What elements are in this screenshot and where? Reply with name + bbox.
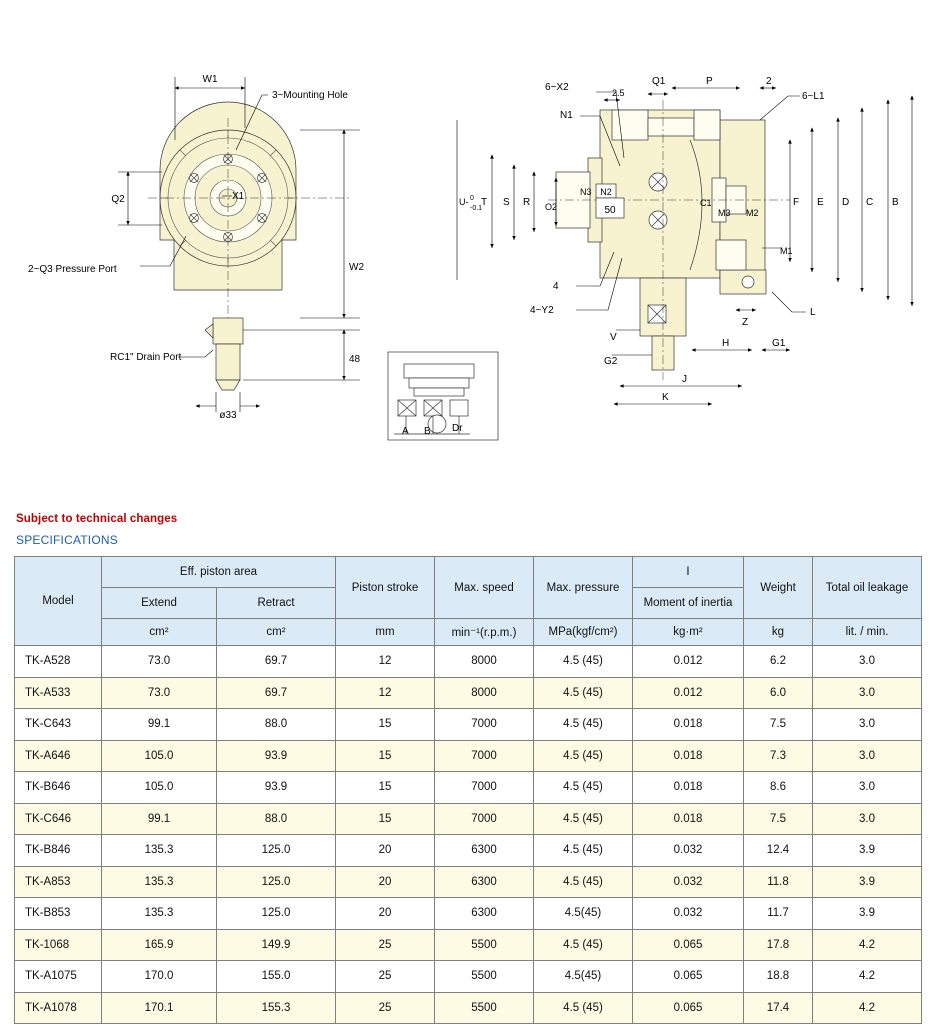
svg-text:W2: W2 [349, 262, 364, 273]
cell-pressure: 4.5(45) [534, 961, 633, 993]
svg-text:S: S [503, 197, 510, 208]
cell-stroke: 15 [336, 803, 435, 835]
cell-extend: 135.3 [102, 898, 217, 930]
cell-retract: 125.0 [217, 898, 336, 930]
cell-speed: 8000 [435, 677, 534, 709]
svg-text:B: B [892, 197, 899, 208]
table-row [15, 929, 922, 961]
table-row [15, 772, 922, 804]
cell-extend: 99.1 [102, 803, 217, 835]
svg-text:2~Q3 Pressure Port: 2~Q3 Pressure Port [28, 264, 117, 275]
cell-speed: 6300 [435, 866, 534, 898]
svg-text:ø33: ø33 [219, 410, 237, 421]
svg-text:Q2: Q2 [111, 194, 125, 205]
cell-extend: 99.1 [102, 709, 217, 741]
table-row [15, 835, 922, 867]
svg-text:6~L1: 6~L1 [802, 91, 825, 102]
svg-text:G1: G1 [772, 338, 786, 349]
header-weight: Weight [744, 557, 813, 619]
unit-moment-of-inertia: kg·m² [633, 619, 744, 646]
header-eff-piston-area: Eff. piston area [102, 557, 336, 588]
svg-text:T: T [481, 197, 488, 208]
cell-speed: 6300 [435, 835, 534, 867]
cell-weight: 8.6 [744, 772, 813, 804]
svg-text:F: F [793, 197, 800, 208]
header-max-pressure: Max. pressure [534, 557, 633, 619]
table-row [15, 677, 922, 709]
table-row [15, 709, 922, 741]
cell-pressure: 4.5 (45) [534, 772, 633, 804]
svg-text:M2: M2 [746, 208, 759, 218]
cell-retract: 125.0 [217, 866, 336, 898]
cell-extend: 170.0 [102, 961, 217, 993]
svg-text:P: P [706, 76, 713, 87]
cell-weight: 6.2 [744, 646, 813, 678]
cell-retract: 93.9 [217, 740, 336, 772]
cell-weight: 17.4 [744, 992, 813, 1024]
svg-text:C: C [866, 197, 874, 208]
specifications-heading: SPECIFICATIONS [16, 533, 118, 547]
cell-model: TK-A1075 [15, 961, 102, 993]
svg-text:U-: U- [459, 197, 469, 207]
table-row [15, 866, 922, 898]
cell-model: TK-C643 [15, 709, 102, 741]
cell-inertia: 0.018 [633, 772, 744, 804]
cell-leakage: 3.0 [813, 646, 922, 678]
table-row [15, 803, 922, 835]
cell-retract: 93.9 [217, 772, 336, 804]
cell-model: TK-A533 [15, 677, 102, 709]
cell-pressure: 4.5 (45) [534, 803, 633, 835]
cell-pressure: 4.5 (45) [534, 835, 633, 867]
svg-text:3~Mounting Hole: 3~Mounting Hole [272, 90, 348, 101]
cell-leakage: 4.2 [813, 929, 922, 961]
svg-text:M1: M1 [780, 246, 793, 256]
unit-max-speed: min⁻¹(r.p.m.) [435, 619, 534, 646]
cell-stroke: 25 [336, 929, 435, 961]
cell-leakage: 3.9 [813, 898, 922, 930]
cell-inertia: 0.032 [633, 835, 744, 867]
cell-pressure: 4.5 (45) [534, 646, 633, 678]
cell-extend: 135.3 [102, 835, 217, 867]
cell-leakage: 3.0 [813, 803, 922, 835]
svg-text:X1: X1 [232, 191, 245, 202]
svg-text:J: J [682, 374, 687, 385]
cell-stroke: 25 [336, 992, 435, 1024]
cell-model: TK-A646 [15, 740, 102, 772]
cell-extend: 105.0 [102, 740, 217, 772]
cell-retract: 155.0 [217, 961, 336, 993]
unit-weight: kg [744, 619, 813, 646]
svg-text:R: R [523, 197, 531, 208]
svg-text:A: A [402, 426, 409, 437]
cell-stroke: 15 [336, 740, 435, 772]
cell-model: TK-A853 [15, 866, 102, 898]
cell-speed: 7000 [435, 772, 534, 804]
svg-text:D: D [842, 197, 850, 208]
svg-text:N1: N1 [560, 110, 573, 121]
svg-text:0: 0 [470, 195, 474, 202]
svg-text:H: H [722, 338, 730, 349]
unit-max-pressure: MPa(kgf/cm²) [534, 619, 633, 646]
header-model: Model [15, 557, 102, 646]
cell-stroke: 20 [336, 835, 435, 867]
cell-weight: 7.5 [744, 709, 813, 741]
svg-text:C1: C1 [700, 198, 712, 208]
cell-stroke: 15 [336, 772, 435, 804]
unit-piston-stroke: mm [336, 619, 435, 646]
cell-retract: 155.3 [217, 992, 336, 1024]
cell-speed: 7000 [435, 709, 534, 741]
cell-weight: 11.8 [744, 866, 813, 898]
cell-model: TK-A1078 [15, 992, 102, 1024]
table-row [15, 646, 922, 678]
svg-text:2: 2 [766, 76, 772, 87]
cell-pressure: 4.5 (45) [534, 866, 633, 898]
technical-drawing [0, 0, 937, 470]
cell-weight: 18.8 [744, 961, 813, 993]
cell-weight: 12.4 [744, 835, 813, 867]
cell-stroke: 12 [336, 646, 435, 678]
cell-model: TK-1068 [15, 929, 102, 961]
header-inertia-symbol: I [633, 557, 744, 588]
cell-inertia: 0.018 [633, 709, 744, 741]
cell-speed: 5500 [435, 929, 534, 961]
cell-retract: 69.7 [217, 646, 336, 678]
specifications-table [14, 556, 922, 1024]
cell-stroke: 15 [336, 709, 435, 741]
cell-pressure: 4.5 (45) [534, 677, 633, 709]
cell-retract: 88.0 [217, 803, 336, 835]
cell-inertia: 0.065 [633, 992, 744, 1024]
svg-text:Q1: Q1 [652, 76, 666, 87]
cell-weight: 7.3 [744, 740, 813, 772]
header-piston-stroke: Piston stroke [336, 557, 435, 619]
cell-leakage: 4.2 [813, 992, 922, 1024]
cell-weight: 7.5 [744, 803, 813, 835]
cell-stroke: 20 [336, 866, 435, 898]
unit-retract: cm² [217, 619, 336, 646]
cell-inertia: 0.012 [633, 646, 744, 678]
cell-inertia: 0.065 [633, 929, 744, 961]
cell-inertia: 0.032 [633, 898, 744, 930]
svg-text:B: B [424, 426, 431, 437]
table-row [15, 740, 922, 772]
cell-speed: 5500 [435, 961, 534, 993]
cell-leakage: 3.9 [813, 866, 922, 898]
svg-text:Z: Z [742, 317, 749, 328]
cell-leakage: 4.2 [813, 961, 922, 993]
cell-speed: 7000 [435, 803, 534, 835]
cell-pressure: 4.5 (45) [534, 929, 633, 961]
cell-stroke: 12 [336, 677, 435, 709]
cell-speed: 6300 [435, 898, 534, 930]
unit-total-oil-leakage: lit. / min. [813, 619, 922, 646]
cell-leakage: 3.0 [813, 709, 922, 741]
cell-weight: 17.8 [744, 929, 813, 961]
cell-extend: 105.0 [102, 772, 217, 804]
svg-text:M3: M3 [718, 208, 731, 218]
cell-leakage: 3.0 [813, 677, 922, 709]
cell-extend: 165.9 [102, 929, 217, 961]
unit-extend: cm² [102, 619, 217, 646]
table-row [15, 961, 922, 993]
cell-extend: 135.3 [102, 866, 217, 898]
cell-model: TK-B646 [15, 772, 102, 804]
cell-inertia: 0.018 [633, 740, 744, 772]
svg-text:50: 50 [604, 205, 616, 216]
cell-leakage: 3.0 [813, 772, 922, 804]
cell-weight: 11.7 [744, 898, 813, 930]
header-total-oil-leakage: Total oil leakage [813, 557, 922, 619]
cell-leakage: 3.0 [813, 740, 922, 772]
svg-text:-0.1: -0.1 [470, 205, 483, 212]
cell-speed: 8000 [435, 646, 534, 678]
table-units-row [15, 619, 922, 646]
cell-stroke: 20 [336, 898, 435, 930]
svg-text:48: 48 [349, 354, 361, 365]
cell-leakage: 3.9 [813, 835, 922, 867]
table-row [15, 992, 922, 1024]
cell-retract: 69.7 [217, 677, 336, 709]
cell-inertia: 0.012 [633, 677, 744, 709]
cell-speed: 5500 [435, 992, 534, 1024]
svg-text:V: V [610, 332, 617, 343]
svg-text:G2: G2 [604, 356, 618, 367]
cell-retract: 88.0 [217, 709, 336, 741]
svg-text:2.5: 2.5 [612, 88, 625, 98]
cell-inertia: 0.032 [633, 866, 744, 898]
cell-weight: 6.0 [744, 677, 813, 709]
cell-speed: 7000 [435, 740, 534, 772]
cell-inertia: 0.018 [633, 803, 744, 835]
svg-text:O2: O2 [545, 202, 558, 212]
svg-text:E: E [817, 197, 824, 208]
svg-text:N2: N2 [600, 187, 612, 197]
svg-text:N3: N3 [580, 187, 592, 197]
cell-model: TK-A528 [15, 646, 102, 678]
svg-text:RC1" Drain Port: RC1" Drain Port [110, 352, 182, 363]
table-header-row-1 [15, 557, 922, 588]
cell-extend: 73.0 [102, 677, 217, 709]
header-moment-of-inertia: Moment of inertia [633, 588, 744, 619]
cell-pressure: 4.5 (45) [534, 740, 633, 772]
technical-changes-note: Subject to technical changes [16, 513, 178, 525]
cell-extend: 73.0 [102, 646, 217, 678]
cell-retract: 149.9 [217, 929, 336, 961]
cell-stroke: 25 [336, 961, 435, 993]
cell-model: TK-B853 [15, 898, 102, 930]
header-extend: Extend [102, 588, 217, 619]
cell-pressure: 4.5 (45) [534, 709, 633, 741]
cell-pressure: 4.5 (45) [534, 992, 633, 1024]
svg-text:4: 4 [553, 281, 559, 292]
cell-extend: 170.1 [102, 992, 217, 1024]
header-max-speed: Max. speed [435, 557, 534, 619]
header-retract: Retract [217, 588, 336, 619]
svg-text:W1: W1 [202, 74, 218, 85]
svg-text:K: K [662, 392, 669, 403]
svg-text:Dr: Dr [452, 423, 463, 434]
svg-text:L: L [810, 307, 816, 318]
cell-inertia: 0.065 [633, 961, 744, 993]
cell-model: TK-C646 [15, 803, 102, 835]
cell-pressure: 4.5(45) [534, 898, 633, 930]
svg-text:4~Y2: 4~Y2 [530, 305, 554, 316]
table-row [15, 898, 922, 930]
cell-model: TK-B846 [15, 835, 102, 867]
cell-retract: 125.0 [217, 835, 336, 867]
svg-text:6~X2: 6~X2 [545, 82, 569, 93]
